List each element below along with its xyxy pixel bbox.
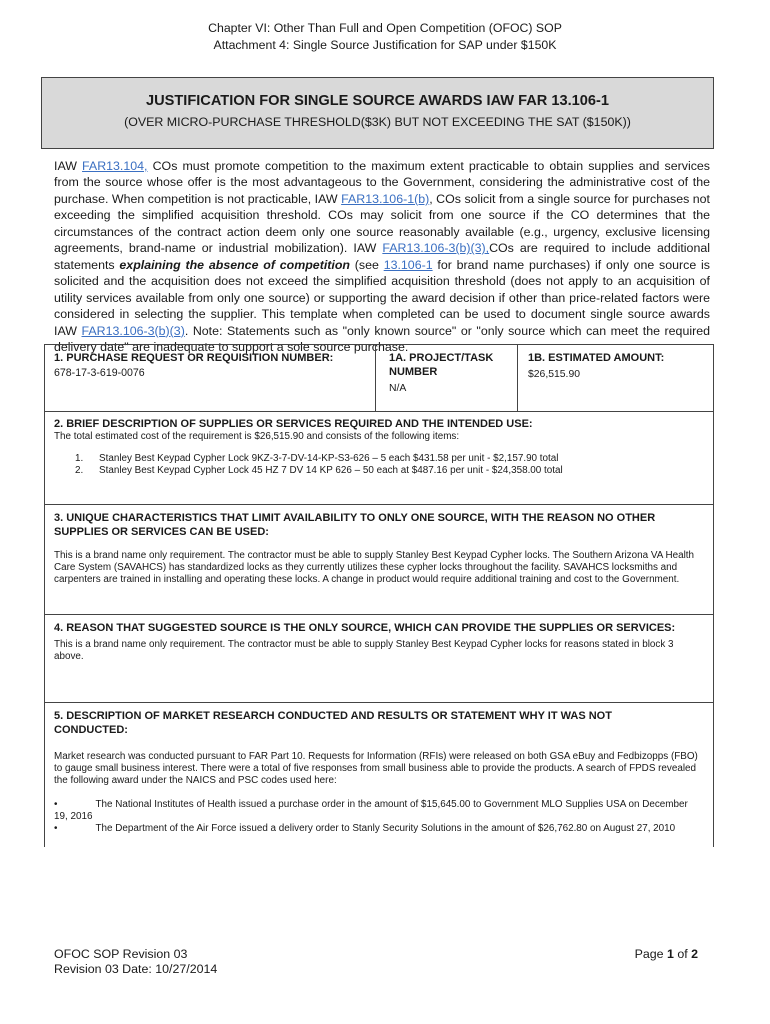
intro-text: , COs solicit from a single source for purchases not exceeding the simplified acquisition threshold. COs may solicit from one source if the CO determines that the circumstances of the contract action deem only one source reasonably available (e.g., urgency, exclusive licensing agreements, brand-name or industrial mobilization). IAW — [54, 191, 710, 256]
block-4-section — [45, 615, 713, 703]
list-item — [54, 823, 704, 835]
list-item — [54, 465, 704, 477]
title-block — [41, 77, 714, 149]
intro-paragraph — [54, 158, 710, 355]
page-current: 1 — [666, 947, 674, 961]
bullet-mark: • — [54, 823, 58, 835]
list-item-number: 1. — [75, 453, 84, 464]
intro-text: IAW — [54, 159, 83, 173]
list-item — [54, 799, 704, 823]
block-5-section — [45, 703, 713, 848]
intro-text: COs must promote competition to the maximum extent practicable to obtain supplies and services from the source whose offer is the most advantageous to the Government, considering the administrative cost of the purchase. When competition is not practicable, IAW — [54, 159, 710, 206]
block-2-section — [45, 411, 713, 505]
list-item-number: 2. — [75, 465, 84, 477]
intro-text: . Note: Statements such as "only known source" or "only source which can meet the required delivery date" are inadequate to support a sole source purchase. — [54, 323, 711, 354]
page-prefix: Page — [634, 947, 667, 961]
page-header — [0, 20, 770, 54]
block-1b-label: 1B. ESTIMATED AMOUNT: — [528, 352, 665, 364]
block-3-text[interactable]: This is a brand name only requirement. The contractor must be able to supply Stanley Best Keypad Cypher locks. The Southern Arizona VA Health Care System (SAVAHCS) has standardized locks as they currently utilizes these cypher locks throughout the facility. SAVAHCS locksmiths and carpenters are trained in installing and operating these locks. A change in product would require additional training and cost to the Government. — [54, 550, 695, 586]
list-item — [54, 453, 704, 465]
block-4-label: 4. REASON THAT SUGGESTED SOURCE IS THE ONLY SOURCE, WHICH CAN PROVIDE THE SUPPLIES OR SERVICES: — [54, 622, 676, 634]
block-1-cell — [45, 345, 376, 411]
block-4-text[interactable]: This is a brand name only requirement. The contractor must be able to supply Stanley Best Keypad Cypher locks for reasons stated in block 3 above. — [54, 639, 674, 663]
list-item-text: Stanley Best Keypad Cypher Lock 9KZ-3-7-DV-14-KP-S3-626 – 5 each $431.58 per unit - $2,157.90 total — [99, 453, 559, 464]
footer-revision-name: OFOC SOP Revision 03 — [54, 947, 188, 961]
list-item-text: The Department of the Air Force issued a delivery order to Stanly Security Solutions in the amount of $26,762.80 on August 27, 2010 — [95, 823, 676, 835]
form-subtitle: (OVER MICRO-PURCHASE THRESHOLD($3K) BUT NOT EXCEEDING THE SAT ($150K)) — [124, 115, 631, 129]
footer-revision — [54, 947, 217, 977]
link-far-13-104[interactable]: FAR13.104, — [82, 159, 148, 173]
block-1-row — [45, 345, 713, 412]
block-3-section — [45, 505, 713, 615]
intro-text: COs are required to include additional statements — [54, 241, 710, 272]
estimated-amount[interactable]: $26,515.90 — [528, 369, 581, 380]
block-3-label: 3. UNIQUE CHARACTERISTICS THAT LIMIT AVAILABILITY TO ONLY ONE SOURCE, WITH THE REASON NO OTHER SUPPLIES OR SERVICES CAN BE USED: — [54, 512, 656, 538]
block-2-label: 2. BRIEF DESCRIPTION OF SUPPLIES OR SERVICES REQUIRED AND THE INTENDED USE: — [54, 418, 533, 430]
page-number — [635, 947, 698, 961]
block-1a-label-line1: 1A. PROJECT/TASK — [389, 352, 494, 364]
intro-text: (see — [349, 257, 384, 272]
link-far-13-106-1b[interactable]: FAR13.106-1(b) — [341, 191, 430, 206]
block-5-text[interactable]: Market research was conducted pursuant to FAR Part 10. Requests for Information (RFIs) were released on both GSA eBuy and Fedbizopps (FBO) to gauge small business interest. There were a total of five responses from small business able to provide the products. A search of FPDS revealed the following award under the NAICS and PSC codes used here: — [54, 751, 698, 787]
intro-emphasis: explaining the absence of competition — [119, 257, 350, 272]
block-2-items — [54, 453, 704, 477]
requisition-number[interactable]: 678-17-3-619-0076 — [54, 367, 145, 379]
block-1a-cell — [376, 345, 518, 411]
block-1a-label-line2: NUMBER — [389, 366, 438, 378]
footer-revision-date: Revision 03 Date: 10/27/2014 — [54, 962, 218, 976]
link-13-106-1[interactable]: 13.106-1 — [383, 257, 433, 272]
block-2-intro: The total estimated cost of the requirement is $26,515.90 and consists of the following items: — [54, 431, 460, 442]
bullet-mark: • — [54, 799, 58, 810]
block-1-label: 1. PURCHASE REQUEST OR REQUISITION NUMBER: — [54, 352, 334, 364]
list-item-text: The National Institutes of Health issued a purchase order in the amount of $15,645.00 to Government MLO Supplies USA on December 19, 2016 — [54, 799, 688, 823]
page-total: 2 — [691, 947, 698, 961]
page-of: of — [673, 947, 692, 961]
list-item-text: Stanley Best Keypad Cypher Lock 45 HZ 7 DV 14 KP 626 – 50 each at $487.16 per unit - $24,358.00 total — [99, 465, 563, 477]
form-title: JUSTIFICATION FOR SINGLE SOURCE AWARDS IAW FAR 13.106-1 — [145, 93, 609, 109]
block-5-bullets — [54, 799, 704, 836]
block-5-label: 5. DESCRIPTION OF MARKET RESEARCH CONDUCTED AND RESULTS OR STATEMENT WHY IT WAS NOT CONDUCTED: — [54, 710, 612, 736]
project-task-number[interactable]: N/A — [389, 383, 407, 394]
header-attachment: Attachment 4: Single Source Justification for SAP under $150K — [213, 38, 557, 52]
block-1b-cell — [518, 345, 713, 411]
link-far-13-106-3b3-second[interactable]: FAR13.106-3(b)(3) — [81, 323, 185, 338]
justification-form — [44, 344, 714, 847]
header-chapter: Chapter VI: Other Than Full and Open Competition (OFOC) SOP — [208, 21, 562, 35]
intro-text: for brand name purchases) if only one source is solicited and the acquisition does not exceed the simplified acquisition threshold (does not apply to an acquisition of utility services available from only one source) or supporting the award decision if other than price-related factors were considered in selecting the supplier. This template when completed can be used to document single source awards IAW — [54, 257, 710, 338]
link-far-13-106-3b3[interactable]: FAR13.106-3(b)(3), — [382, 241, 490, 256]
